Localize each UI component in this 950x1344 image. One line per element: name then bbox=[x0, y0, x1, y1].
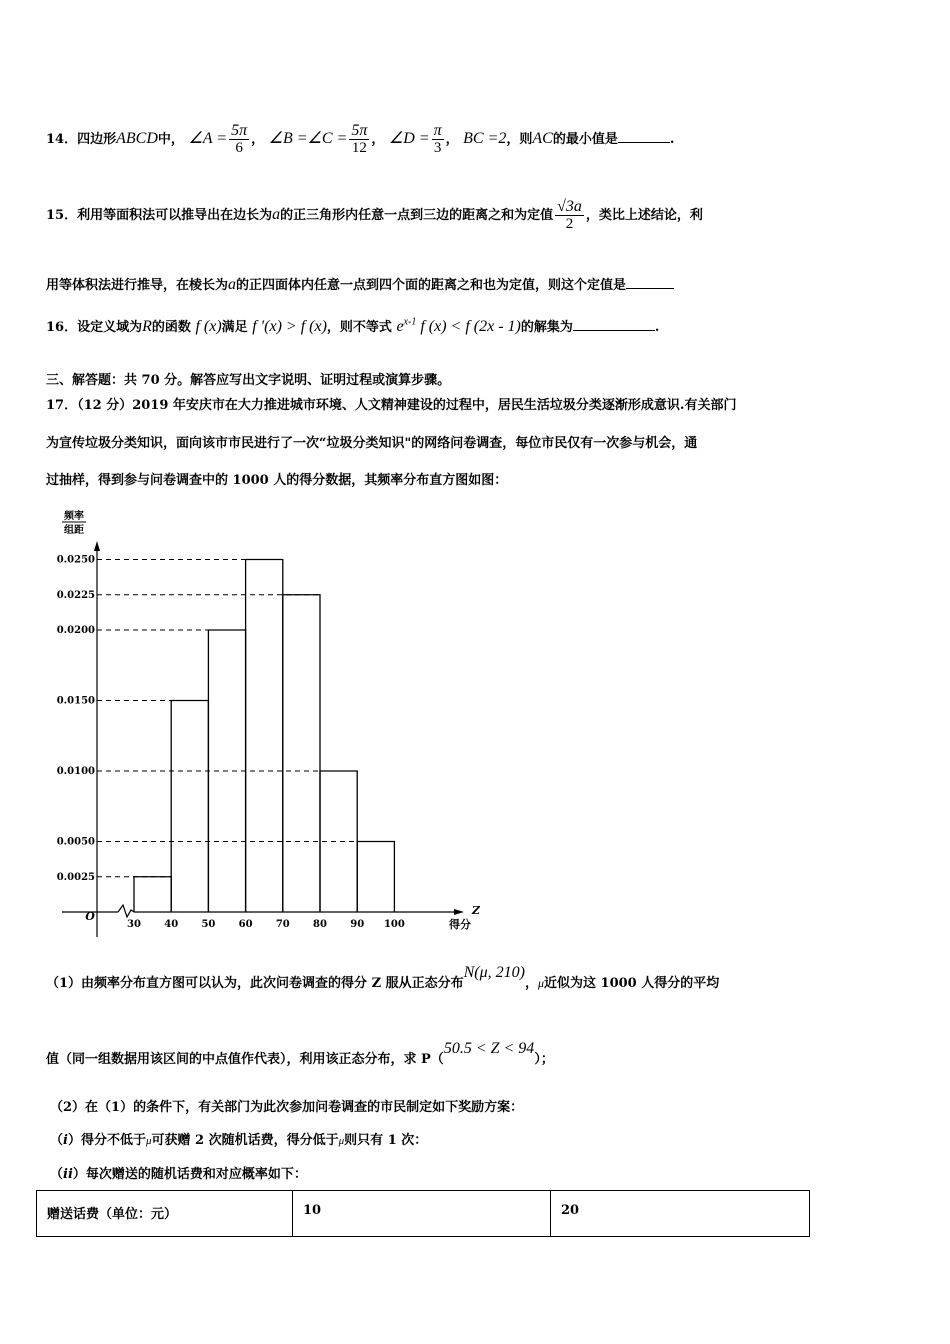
q14-answer-blank bbox=[618, 130, 670, 143]
q17-part2-ii: （ii）每次赠送的随机话费和对应概率如下： bbox=[50, 1167, 307, 1182]
y-tick-label: 0.0100 bbox=[56, 766, 95, 777]
table-header-cell: 赠送话费（单位：元） bbox=[37, 1191, 293, 1237]
x-tick-label: 100 bbox=[383, 919, 405, 930]
q14-angle-bc-fraction: $\frac{5\pi}{12}$ bbox=[351, 122, 368, 156]
y-axis-arrow bbox=[94, 541, 100, 551]
x-tick-label: 40 bbox=[164, 919, 179, 930]
normal-distribution: N(μ, 210) bbox=[463, 964, 525, 981]
y-tick-label: 0.0225 bbox=[56, 589, 95, 601]
y-axis-label-bottom: 组距 bbox=[64, 525, 84, 536]
x-tick-label: 60 bbox=[238, 919, 253, 930]
q17-part2-i: （i）得分不低于μ可获赠 2 次随机话费，得分低于μ则只有 1 次： bbox=[50, 1133, 428, 1148]
q17-line1: 17．（12 分）2019 年安庆市在大力推进城市环境、人文精神建设的过程中，居民生活垃圾分类逐渐形成意识.有关部门 bbox=[46, 398, 737, 413]
axis-variable-z: Z bbox=[471, 904, 480, 917]
section-heading: 三、解答题：共 70 分。解答应写出文字说明、证明过程或演算步骤。 bbox=[46, 373, 451, 388]
y-tick-label: 0.0025 bbox=[56, 871, 95, 883]
x-tick-label: 80 bbox=[313, 919, 327, 930]
q14-angle-a-fraction: $\frac{5\pi}{6}$ bbox=[231, 122, 248, 156]
x-tick-label: 90 bbox=[350, 919, 365, 930]
q14-line: 14．四边形ABCD中， ∠A = $\frac{5\pi}{6}$ ， ∠B =∠C = $\frac{5\pi}{12}$ ， ∠D = $\frac{\pi}{3}$ ， BC =2，则AC的最小值是 . bbox=[46, 122, 675, 156]
table-cell: 20 bbox=[551, 1191, 810, 1237]
y-tick-label: 0.0200 bbox=[56, 625, 95, 636]
q15-number: 15． bbox=[46, 208, 78, 223]
x-tick-label: 50 bbox=[201, 919, 216, 930]
q15-line1: 15．利用等面积法可以推导出在边长为a的正三角形内任意一点到三边的距离之和为定值 $\frac{√3a}{2}$ ，类比上述结论，利 bbox=[46, 198, 703, 232]
histogram-bar bbox=[357, 842, 394, 913]
probability-range: 50.5 < Z < 94 bbox=[443, 1040, 535, 1057]
q16-line: 16．设定义域为R的函数 f (x)满足 f ′(x) > f (x)，则不等式 $e^{x-1}$ f (x) < f (2x - 1)的解集为 . bbox=[46, 316, 660, 335]
q16-inequality: $e^{x-1}$ f (x) < f (2x - 1) bbox=[396, 316, 521, 335]
table-cell: 10 bbox=[293, 1191, 551, 1237]
y-axis-label-top: 频率 bbox=[64, 511, 84, 522]
y-tick-label: 0.0050 bbox=[56, 836, 95, 848]
q17-line2: 为宣传垃圾分类知识，面向该市市民进行了一次“垃圾分类知识"的网络问卷调查，每位市民仅有一次参与机会，通 bbox=[46, 436, 698, 451]
q17-part2-line: （2）在（1）的条件下，有关部门为此次参加问卷调查的市民制定如下奖励方案： bbox=[50, 1100, 524, 1115]
q17-part1-line2: 值（同一组数据用该区间的中点值作代表），利用该正态分布，求 P（50.5 < Z < 94）； bbox=[46, 1040, 554, 1067]
x-axis-arrow bbox=[454, 909, 464, 915]
x-tick-label: 30 bbox=[127, 919, 141, 930]
y-tick-label: 0.0250 bbox=[56, 554, 95, 566]
table-row bbox=[37, 1191, 810, 1237]
histogram-bar bbox=[171, 701, 208, 913]
histogram-bar bbox=[283, 595, 320, 912]
histogram-bar bbox=[246, 560, 283, 913]
q17-part1-line1: （1）由频率分布直方图可以认为，此次问卷调查的得分 Z 服从正态分布N(μ, 210)，μ近似为这 1000 人得分的平均 bbox=[46, 964, 720, 991]
q17-line3: 过抽样，得到参与问卷调查中的 1000 人的得分数据，其频率分布直方图如图： bbox=[46, 473, 508, 488]
reward-table bbox=[36, 1190, 810, 1237]
y-tick-label: 0.0150 bbox=[56, 695, 95, 707]
x-tick-label: 70 bbox=[275, 919, 290, 930]
q16-number: 16． bbox=[46, 320, 78, 335]
q16-answer-blank bbox=[573, 318, 655, 331]
x-axis-label: 得分 bbox=[449, 918, 471, 931]
q15-line2: 用等体积法进行推导，在棱长为a的正四面体内任意一点到四个面的距离之和也为定值，则这个定值是 bbox=[46, 274, 674, 294]
x-axis-break bbox=[118, 905, 134, 917]
histogram-bar bbox=[134, 877, 171, 912]
frequency-histogram bbox=[40, 505, 480, 945]
q14-angle-d-fraction: $\frac{\pi}{3}$ bbox=[433, 122, 442, 156]
q15-constant-fraction: $\frac{√3a}{2}$ bbox=[557, 198, 582, 232]
q15-answer-blank bbox=[626, 276, 674, 289]
q14-number: 14． bbox=[46, 132, 78, 147]
origin-label: O bbox=[85, 910, 95, 923]
